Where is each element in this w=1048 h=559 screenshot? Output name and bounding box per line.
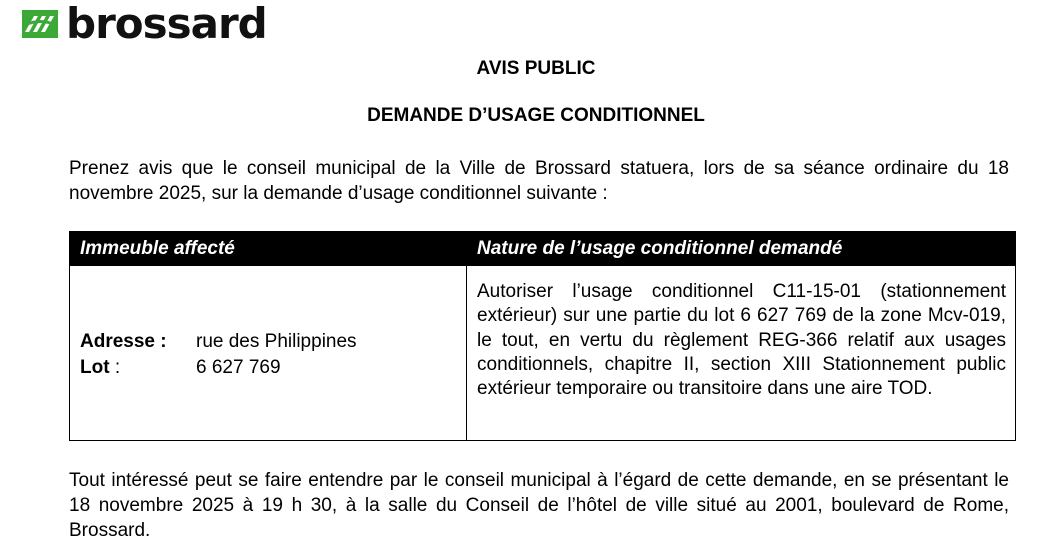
header-nature: Nature de l’usage conditionnel demandé xyxy=(477,238,843,259)
lot-value: 6 627 769 xyxy=(196,357,281,378)
nature-cell: Autoriser l’usage conditionnel C11-15-01 (stationnement extérieur) sur une partie du lot 6 627 769 de la zone Mcv-019, le tout, en vertu du règlement REG-366 relatif aux usages conditionnels, chapitre II, section XIII Stationnement public extérieur temporaire ou transitoire dans une aire TOD. xyxy=(477,281,1006,400)
logo-wordmark: brossard xyxy=(66,0,267,48)
page-title: AVIS PUBLIC xyxy=(476,58,596,79)
lot-colon: : xyxy=(109,357,121,378)
column-divider xyxy=(466,266,467,441)
request-table xyxy=(69,231,1016,441)
closing-paragraph: Tout intéressé peut se faire entendre par le conseil municipal à l’égard de cette demande, en se présentant le 18 novembre 2025 à 19 h 30, à la salle du Conseil de l’hôtel de ville situé au 2001, boulevard de Rome, Brossard. xyxy=(69,470,1009,541)
lot-label: Lot xyxy=(80,357,110,378)
address-value: rue des Philippines xyxy=(196,331,357,352)
intro-paragraph: Prenez avis que le conseil municipal de la Ville de Brossard statuera, lors de sa séance ordinaire du 18 novembre 2025, sur la demande d’usage conditionnel suivante : xyxy=(69,158,1009,204)
page-subtitle: DEMANDE D’USAGE CONDITIONNEL xyxy=(367,105,705,126)
property-cell xyxy=(80,329,357,381)
brossard-logo xyxy=(22,2,267,46)
table-header-row xyxy=(70,232,1015,266)
brossard-logo-mark-icon xyxy=(22,10,58,38)
header-immeuble: Immeuble affecté xyxy=(80,238,235,259)
address-label: Adresse : xyxy=(80,331,167,352)
